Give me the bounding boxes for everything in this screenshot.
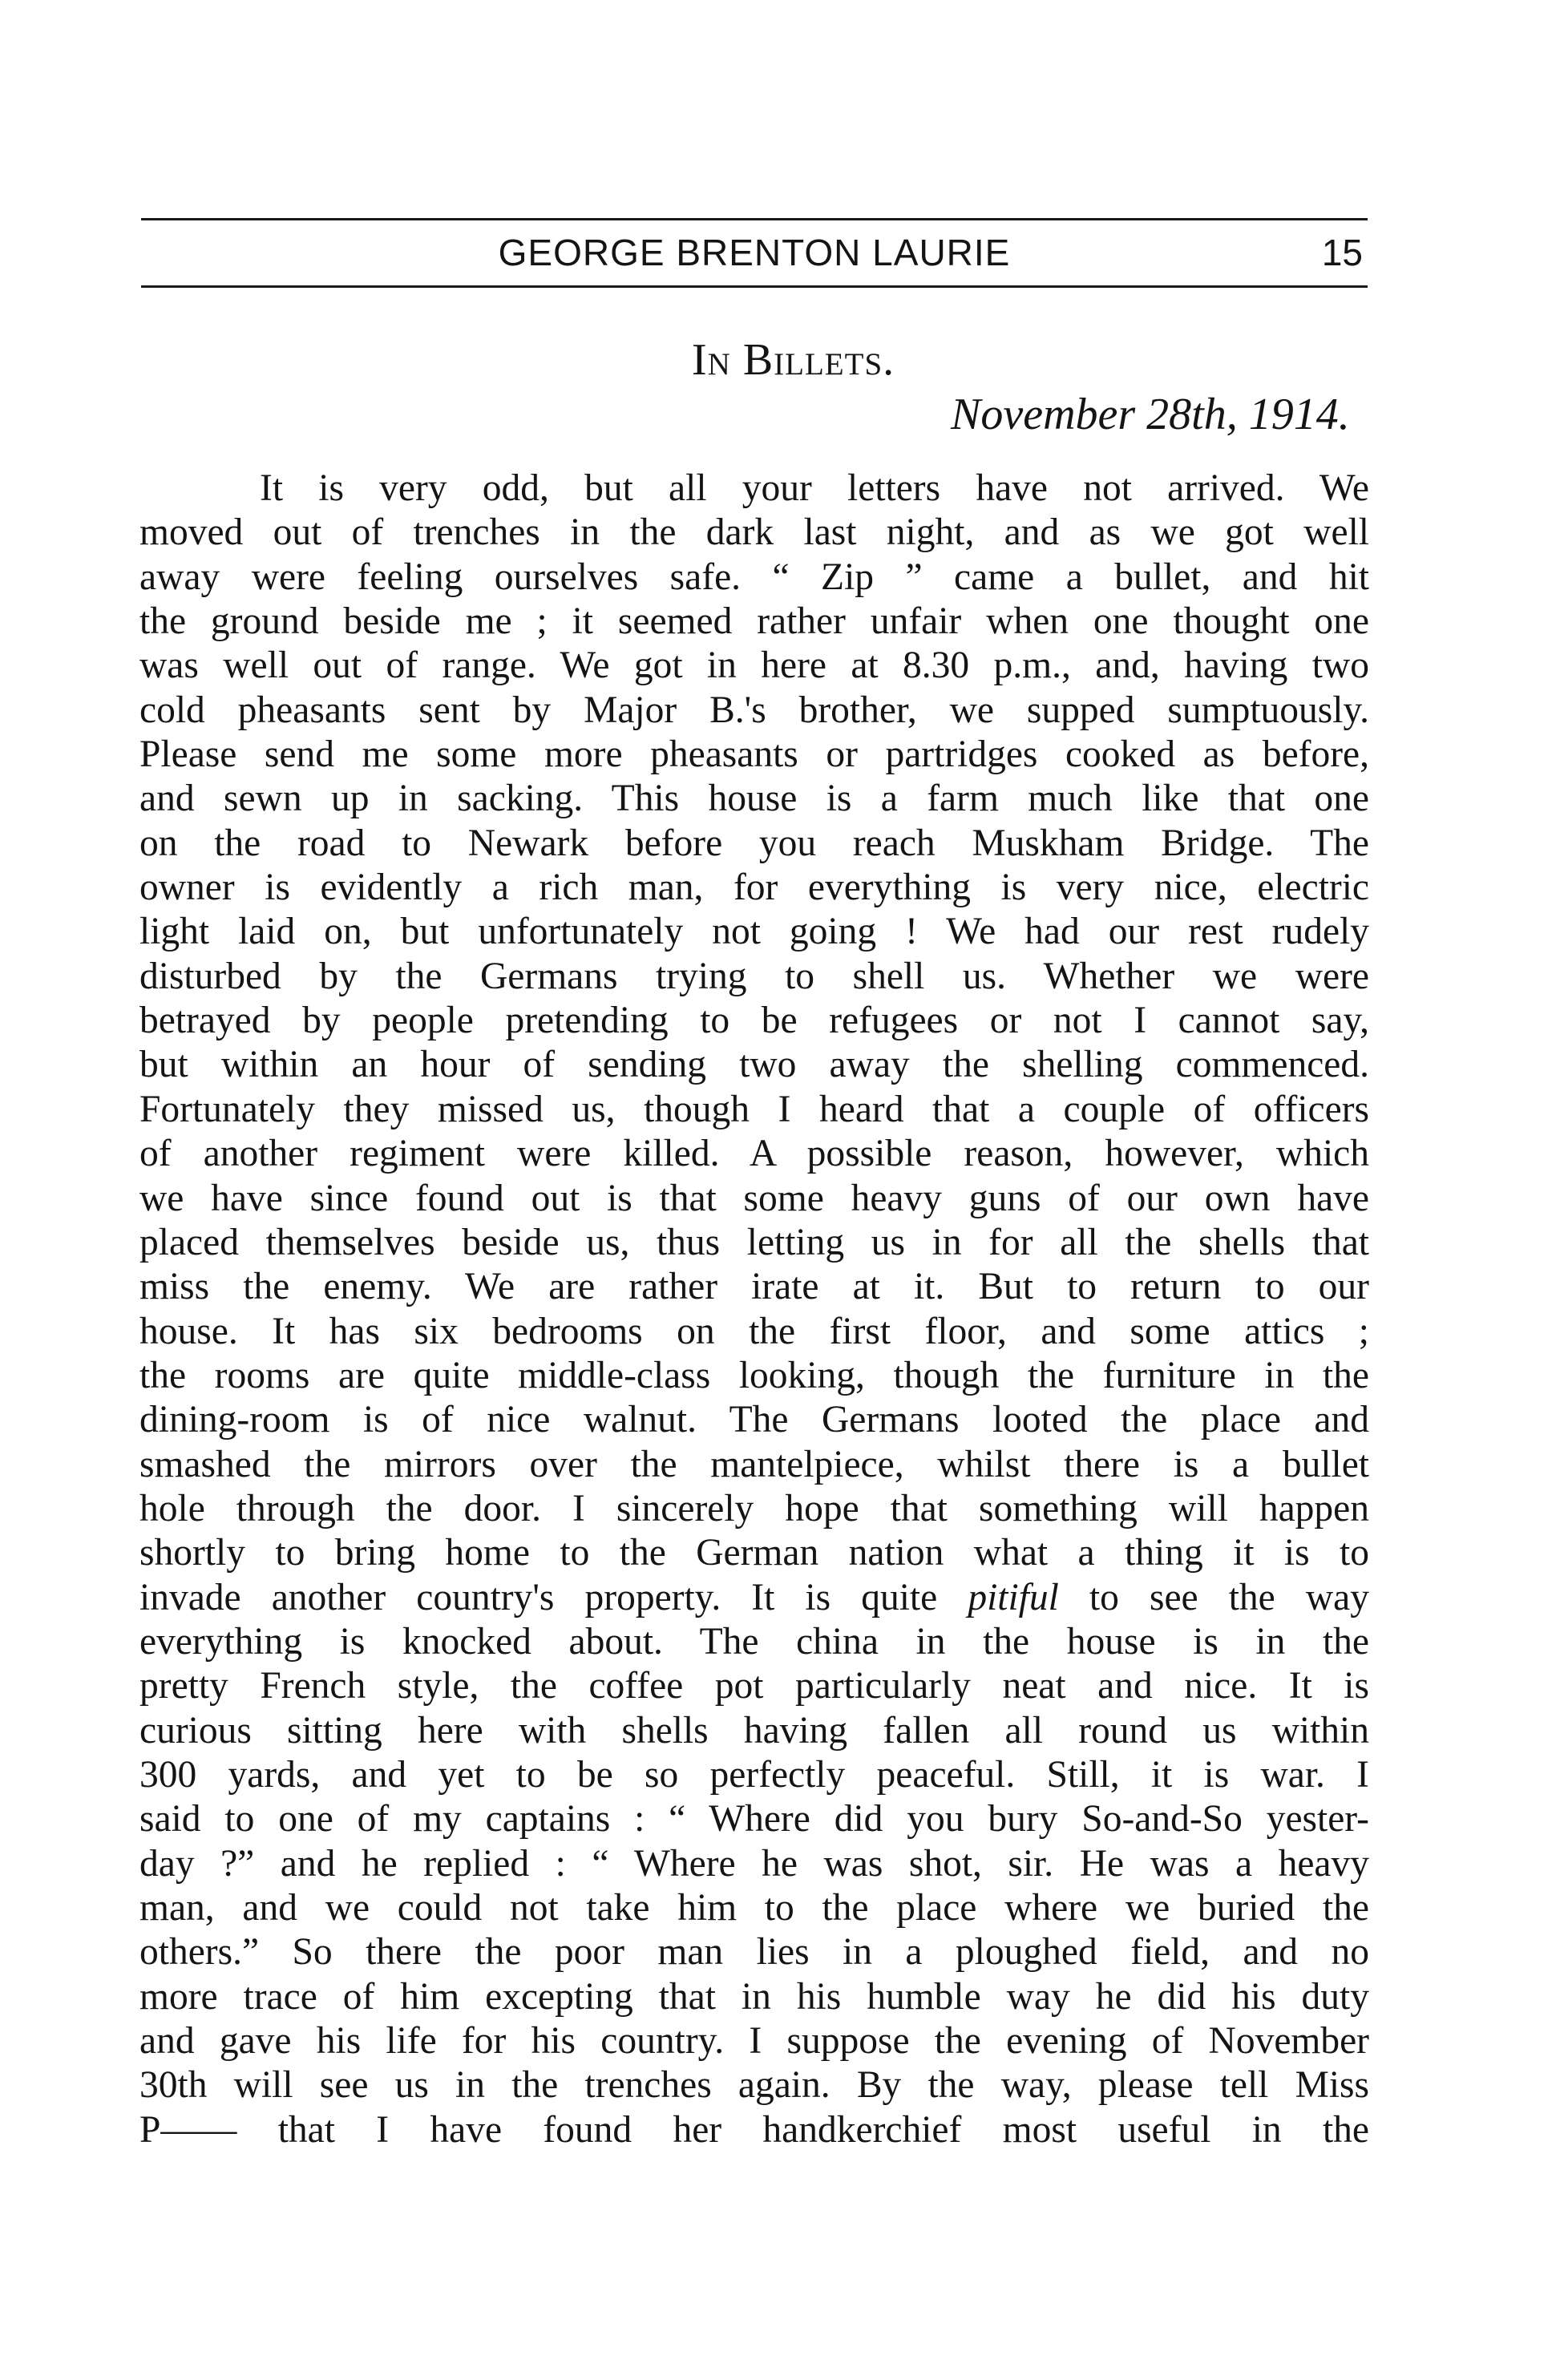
- text-line: miss the enemy. We are rather irate at it. But to return to our: [139, 1266, 1369, 1308]
- text-line: dining-room is of nice walnut. The Germans looted the place and: [139, 1399, 1369, 1441]
- text-line: others.” So there the poor man lies in a ploughed field, and no: [139, 1931, 1369, 1974]
- text-line: moved out of trenches in the dark last night, and as we got well: [139, 511, 1369, 554]
- text-line: hole through the door. I sincerely hope that something will happen: [139, 1487, 1369, 1529]
- text-line: was well out of range. We got in here at 8.30 p.m., and, having two: [139, 644, 1369, 687]
- italic-word: pitiful: [968, 1576, 1059, 1618]
- text-line: owner is evidently a rich man, for everything is very nice, electric: [139, 867, 1369, 909]
- text-line: the rooms are quite middle-class looking, though the furniture in the: [139, 1354, 1369, 1396]
- text-line: P—— that I have found her handkerchief most useful in the: [139, 2108, 1369, 2151]
- text-line: placed themselves beside us, thus letting us in for all the shells that: [139, 1221, 1369, 1263]
- section-heading: In Billets.: [692, 335, 895, 385]
- text-segment: to see the way: [1058, 1576, 1369, 1618]
- text-line: of another regiment were killed. A possible reason, however, which: [139, 1133, 1369, 1175]
- letter-date: November 28th, 1914.: [951, 390, 1350, 439]
- text-line: said to one of my captains : “ Where did you bury So-and-So yester-: [139, 1798, 1369, 1841]
- text-line: 30th will see us in the trenches again. By the way, please tell Miss: [139, 2064, 1369, 2107]
- text-line: and gave his life for his country. I suppose the evening of November: [139, 2020, 1369, 2063]
- text-line: everything is knocked about. The china in the house is in the: [139, 1620, 1369, 1663]
- text-line: It is very odd, but all your letters have not arrived. We: [260, 467, 1369, 509]
- running-head: [141, 224, 1368, 281]
- text-line: we have since found out is that some heavy guns of our own have: [139, 1177, 1369, 1219]
- text-line: Fortunately they missed us, though I heard that a couple of officers: [139, 1088, 1369, 1130]
- text-line: on the road to Newark before you reach Muskham Bridge. The: [139, 822, 1369, 864]
- letter-body: [139, 467, 1369, 2152]
- text-line: smashed the mirrors over the mantelpiece, whilst there is a bullet: [139, 1443, 1369, 1485]
- text-line: and sewn up in sacking. This house is a farm much like that one: [139, 778, 1369, 820]
- text-line: but within an hour of sending two away the shelling commenced.: [139, 1044, 1369, 1086]
- text-line: disturbed by the Germans trying to shell us. Whether we were: [139, 955, 1369, 997]
- header-rule-top: [141, 218, 1368, 220]
- text-line: house. It has six bedrooms on the first floor, and some attics ;: [139, 1310, 1369, 1352]
- text-line: Please send me some more pheasants or partridges cooked as before,: [139, 733, 1369, 776]
- running-head-title: GEORGE BRENTON LAURIE: [498, 232, 1011, 273]
- text-line: pretty French style, the coffee pot particularly neat and nice. It is: [139, 1665, 1369, 1707]
- page-number: 15: [1321, 232, 1363, 273]
- text-line: light laid on, but unfortunately not going ! We had our rest rudely: [139, 911, 1369, 953]
- text-line: man, and we could not take him to the place where we buried the: [139, 1887, 1369, 1929]
- text-line: curious sitting here with shells having fallen all round us within: [139, 1709, 1369, 1752]
- text-line: shortly to bring home to the German nation what a thing it is to: [139, 1532, 1369, 1574]
- text-line: the ground beside me ; it seemed rather unfair when one thought one: [139, 600, 1369, 643]
- text-line: day ?” and he replied : “ Where he was shot, sir. He was a heavy: [139, 1842, 1369, 1885]
- text-segment: invade another country's property. It is quite: [139, 1576, 968, 1618]
- text-line-with-italic: [139, 1576, 1369, 1620]
- text-line: cold pheasants sent by Major B.'s brother, we supped sumptuously.: [139, 689, 1369, 731]
- text-line: betrayed by people pretending to be refugees or not I cannot say,: [139, 1000, 1369, 1042]
- text-line: 300 yards, and yet to be so perfectly peaceful. Still, it is war. I: [139, 1753, 1369, 1796]
- text-line: away were feeling ourselves safe. “ Zip ” came a bullet, and hit: [139, 556, 1369, 598]
- text-line: more trace of him excepting that in his humble way he did his duty: [139, 1975, 1369, 2018]
- header-rule-bottom: [141, 285, 1368, 288]
